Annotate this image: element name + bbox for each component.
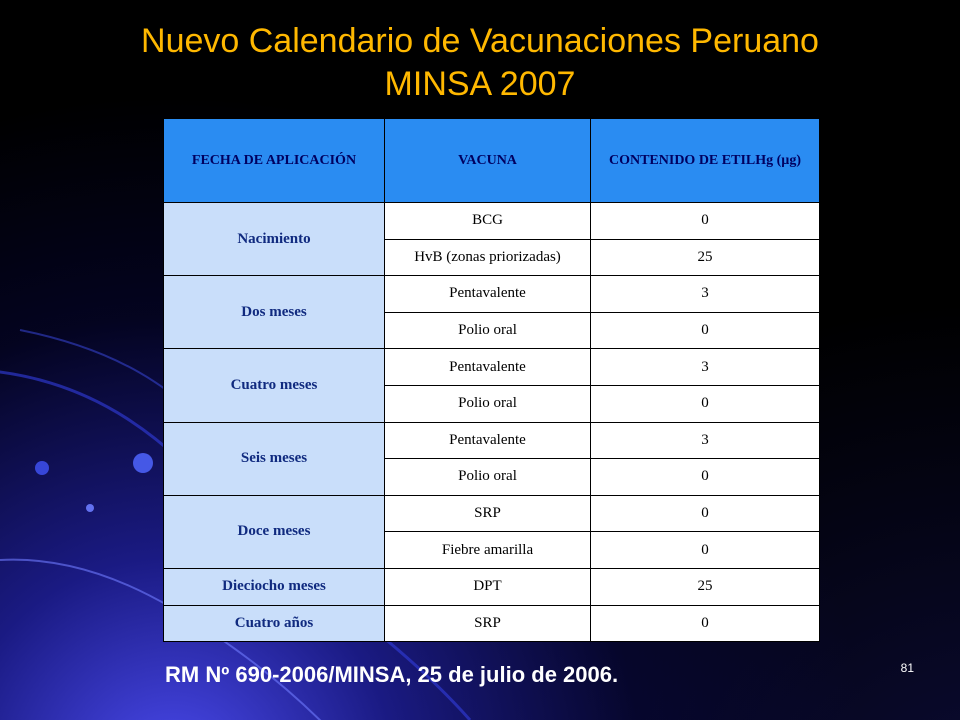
ethylmercury-content-cell: 25 — [591, 239, 820, 276]
table-row — [164, 349, 820, 386]
ethylmercury-content-cell: 0 — [591, 312, 820, 349]
application-date-cell: Dieciocho meses — [164, 568, 385, 605]
application-date-cell: Doce meses — [164, 495, 385, 568]
ethylmercury-content-cell: 3 — [591, 422, 820, 459]
decorative-dot — [35, 461, 49, 475]
ethylmercury-content-cell: 3 — [591, 276, 820, 313]
slide-title — [80, 20, 880, 106]
table-row — [164, 605, 820, 642]
ethylmercury-content-cell: 0 — [591, 203, 820, 240]
table-row — [164, 422, 820, 459]
table-row — [164, 276, 820, 313]
vaccine-cell: Polio oral — [385, 459, 591, 496]
application-date-cell: Dos meses — [164, 276, 385, 349]
ethylmercury-content-cell: 0 — [591, 459, 820, 496]
table-body — [164, 203, 820, 642]
table-row — [164, 495, 820, 532]
ethylmercury-content-cell: 25 — [591, 568, 820, 605]
application-date-cell: Nacimiento — [164, 203, 385, 276]
slide-title-line: Nuevo Calendario de Vacunaciones Peruano — [141, 22, 819, 60]
decorative-dot — [86, 504, 94, 512]
vaccine-cell: SRP — [385, 605, 591, 642]
header-date: FECHA DE APLICACIÓN — [164, 119, 385, 203]
slide-title-line: MINSA 2007 — [384, 65, 576, 103]
application-date-cell: Cuatro meses — [164, 349, 385, 422]
table-row — [164, 203, 820, 240]
vaccine-cell: HvB (zonas priorizadas) — [385, 239, 591, 276]
vaccine-cell: Pentavalente — [385, 422, 591, 459]
vaccine-cell: Pentavalente — [385, 349, 591, 386]
application-date-cell: Seis meses — [164, 422, 385, 495]
table-header-row — [164, 119, 820, 203]
ethylmercury-content-cell: 0 — [591, 385, 820, 422]
table-row — [164, 568, 820, 605]
vaccine-cell: BCG — [385, 203, 591, 240]
ethylmercury-content-cell: 0 — [591, 532, 820, 569]
vaccine-cell: Fiebre amarilla — [385, 532, 591, 569]
vaccination-schedule-table — [163, 118, 820, 642]
ethylmercury-content-cell: 0 — [591, 605, 820, 642]
header-vaccine: VACUNA — [385, 119, 591, 203]
ethylmercury-content-cell: 0 — [591, 495, 820, 532]
vaccine-cell: Pentavalente — [385, 276, 591, 313]
vaccine-cell: Polio oral — [385, 385, 591, 422]
vaccine-cell: SRP — [385, 495, 591, 532]
vaccine-cell: DPT — [385, 568, 591, 605]
vaccine-cell: Polio oral — [385, 312, 591, 349]
legal-reference-footnote: RM Nº 690-2006/MINSA, 25 de julio de 2006. — [165, 662, 619, 687]
ethylmercury-content-cell: 3 — [591, 349, 820, 386]
slide-number: 81 — [900, 661, 914, 675]
application-date-cell: Cuatro años — [164, 605, 385, 642]
header-ethylmercury-content: CONTENIDO DE ETILHg (µg) — [591, 119, 820, 203]
decorative-dot — [133, 453, 153, 473]
